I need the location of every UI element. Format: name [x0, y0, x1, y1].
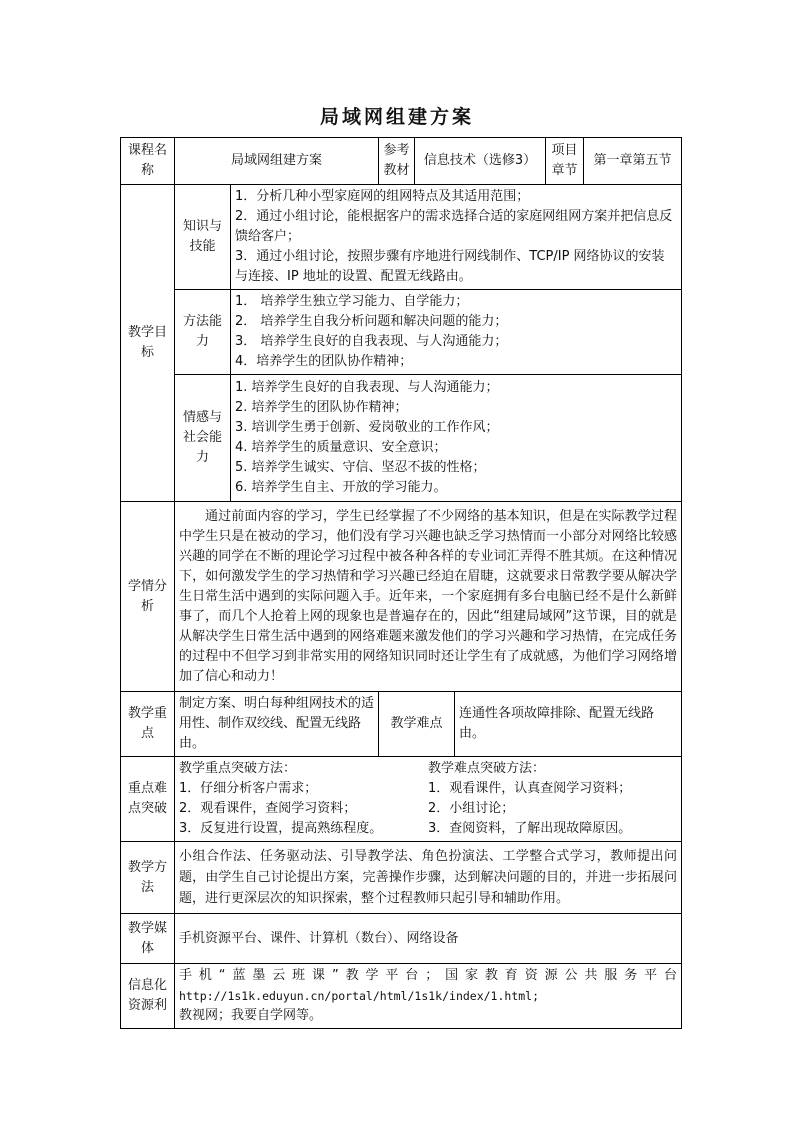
emotion-content: [231, 375, 682, 502]
methods-text: 小组合作法、任务驱动法、引导教学法、角色扮演法、工学整合式学习，教师提出问题，由学生自己讨论提出方案，完善操作步骤，达到解决问题的目的，并进一步拓展问题，进行更深层次的知识探索，整个过程教师只起引导和辅助作用。: [175, 842, 682, 914]
focus-breakthrough-title: 教学重点突破方法：: [179, 761, 297, 776]
difficulty-label: 教学难点: [379, 692, 455, 757]
focus-breakthrough-item: 2．观看课件，查阅学习资料；: [179, 801, 357, 816]
chapter-value: 第一章第五节: [584, 138, 682, 185]
lesson-plan-table: [120, 137, 682, 1029]
difficulty-breakthrough-item: 3．查阅资料，了解出现故障原因。: [428, 821, 632, 836]
analysis-row: [121, 502, 682, 692]
methods-label: 教学方法: [121, 842, 175, 914]
method-item: 2． 培养学生自我分析问题和解决问题的能力；: [235, 314, 508, 329]
textbook-label: 参考教材: [379, 138, 415, 185]
knowledge-item: 1．分析几种小型家庭网的组网特点及其适用范围；: [235, 189, 530, 204]
focus-breakthrough: [179, 759, 428, 839]
method-item: 3． 培养学生良好的自我表现、与人沟通能力；: [235, 334, 508, 349]
breakthrough-row: [121, 757, 682, 842]
difficulty-breakthrough-title: 教学难点突破方法：: [428, 761, 546, 776]
course-label: 课程名称: [121, 138, 175, 185]
focus-label: 教学重点: [121, 692, 175, 757]
keypoints-row: [121, 692, 682, 757]
resources-content: [175, 964, 682, 1029]
emotion-item: 3. 培训学生勇于创新、爱岗敬业的工作作风；: [235, 420, 499, 435]
emotion-item: 4. 培养学生的质量意识、安全意识；: [235, 440, 447, 455]
emotion-label: 情感与社会能力: [175, 375, 231, 502]
knowledge-item: 2．通过小组讨论，能根据客户的需求选择合适的家庭网组网方案并把信息反馈给客户；: [235, 209, 673, 244]
course-value: 局域网组建方案: [175, 138, 379, 185]
analysis-text: 通过前面内容的学习，学生已经掌握了不少网络的基本知识，但是在实际教学过程中学生只是在被动的学习，他们没有学习兴趣也缺乏学习热情而一小部分对网络比较感兴趣的同学在不断的理论学习过程中被各种各样的专业词汇弄得不胜其烦。在这种情况下，如何激发学生的学习热情和学习兴趣已经迫在眉睫，这就要求日常教学要从解决学生日常生活中遇到的实际问题入手。近年来，一个家庭拥有多台电脑已经不是什么新鲜事了，而几个人抢着上网的现象也是普遍存在的，因此“组建局域网”这节课，目的就是从解决学生日常生活中遇到的网络难题来激发他们的学习兴趣和学习热情，在完成任务的过程中不但学习到非常实用的网络知识同时还让学生有了成就感，为他们学习网络增加了信心和动力！: [175, 502, 682, 692]
method-item: 1． 培养学生独立学习能力、自学能力；: [235, 294, 469, 309]
difficulty-breakthrough: [428, 759, 677, 839]
goals-knowledge-row: [121, 185, 682, 290]
method-content: [231, 290, 682, 375]
breakthrough-label: 重点难点突破: [121, 757, 175, 842]
difficulty-breakthrough-item: 2．小组讨论；: [428, 801, 515, 816]
emotion-item: 2. 培养学生的团队协作精神；: [235, 400, 408, 415]
goals-label: 教学目标: [121, 185, 175, 502]
difficulty-text: 连通性各项故障排除、配置无线路由。: [455, 692, 682, 757]
page-title: 局域网组建方案: [319, 106, 474, 128]
textbook-value: 信息技术（选修3）: [415, 138, 546, 185]
media-row: [121, 914, 682, 964]
focus-breakthrough-item: 3．反复进行设置，提高熟练程度。: [179, 821, 383, 836]
media-label: 教学媒体: [121, 914, 175, 964]
method-label: 方法能力: [175, 290, 231, 375]
media-text: 手机资源平台、课件、计算机（数台）、网络设备: [175, 914, 682, 964]
resources-sites: 教视网；我要自学网等。: [179, 1008, 323, 1023]
breakthrough-content: [175, 757, 682, 842]
goals-method-row: [121, 290, 682, 375]
emotion-item: 5. 培养学生诚实、守信、坚忍不拔的性格；: [235, 460, 486, 475]
method-item: 4．培养学生的团队协作精神；: [235, 354, 413, 369]
goals-emotion-row: [121, 375, 682, 502]
emotion-item: 1. 培养学生良好的自我表现、与人沟通能力；: [235, 380, 499, 395]
focus-breakthrough-item: 1．仔细分析客户需求；: [179, 781, 318, 796]
chapter-label: 项目章节: [546, 138, 584, 185]
difficulty-breakthrough-item: 1．观看课件，认真查阅学习资料；: [428, 781, 632, 796]
emotion-item: 6. 培养学生自主、开放的学习能力。: [235, 480, 447, 495]
knowledge-content: [231, 185, 682, 290]
resources-row: [121, 964, 682, 1029]
methods-row: [121, 842, 682, 914]
header-row: [121, 138, 682, 185]
knowledge-label: 知识与技能: [175, 185, 231, 290]
analysis-label: 学情分析: [121, 502, 175, 692]
knowledge-item: 3．通过小组讨论，按照步骤有序地进行网线制作、TCP/IP 网络协议的安装与连接、IP 地址的设置、配置无线路由。: [235, 249, 665, 284]
resources-url: http://1s1k.eduyun.cn/portal/html/1s1k/index/1.html;: [179, 989, 540, 1003]
focus-text: 制定方案、明白每种组网技术的适用性、制作双绞线、配置无线路由。: [175, 692, 379, 757]
resources-platforms: 手机“蓝墨云班课”教学平台；国家教育资源公共服务平台: [179, 968, 678, 983]
resources-label: 信息化资源利: [121, 964, 175, 1029]
